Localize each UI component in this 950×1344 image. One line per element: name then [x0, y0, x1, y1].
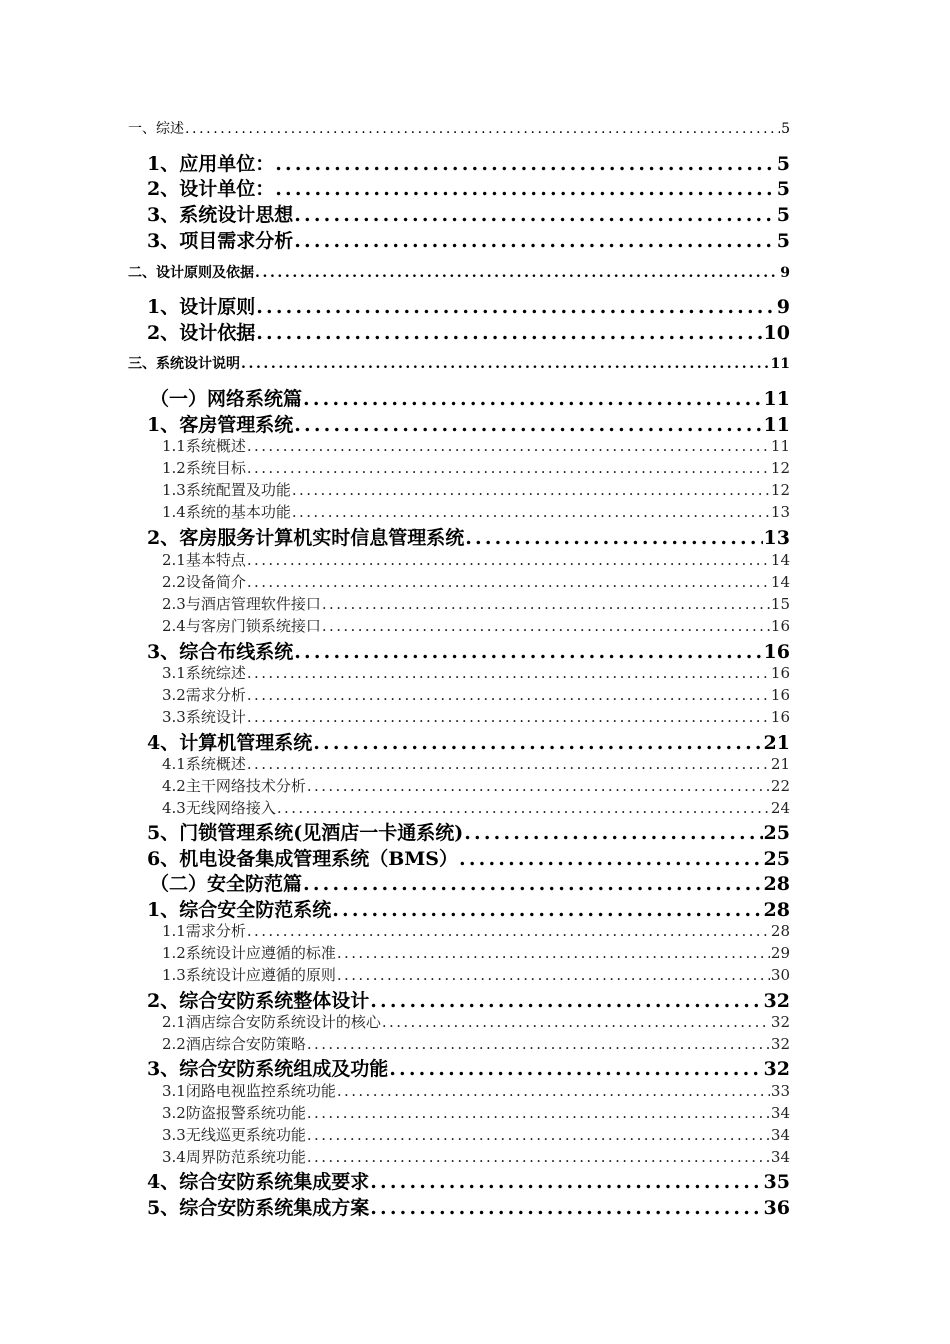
toc-entry[interactable]	[147, 1167, 790, 1194]
toc-entry-page: 32	[770, 1013, 790, 1031]
dot-leader	[247, 708, 770, 726]
toc-entry[interactable]	[147, 986, 790, 1013]
toc-entry[interactable]	[162, 797, 790, 818]
toc-entry[interactable]	[147, 844, 790, 871]
dot-leader	[247, 573, 770, 591]
toc-entry[interactable]	[147, 1054, 790, 1081]
toc-entry[interactable]	[147, 200, 790, 227]
toc-entry-title: 1.2系统设计应遵循的标准	[162, 944, 336, 962]
toc-entry-title: 4.2主干网络技术分析	[162, 777, 306, 795]
toc-entry-page: 10	[763, 322, 790, 344]
toc-entry-page: 25	[763, 848, 790, 870]
toc-entry-title: 1、客房管理系统	[147, 414, 294, 436]
toc-entry[interactable]	[162, 479, 790, 500]
toc-entry[interactable]	[147, 728, 790, 755]
toc-entry[interactable]	[162, 1102, 790, 1123]
toc-entry[interactable]	[128, 353, 790, 373]
toc-entry-page: 15	[770, 595, 790, 613]
dot-leader	[464, 822, 762, 844]
toc-entry[interactable]	[150, 869, 790, 896]
dot-leader	[294, 414, 762, 436]
toc-entry[interactable]	[162, 435, 790, 456]
toc-entry-title: 1.2系统目标	[162, 459, 246, 477]
dot-leader	[307, 1104, 770, 1122]
toc-entry-page: 5	[781, 121, 790, 137]
dot-leader	[303, 873, 763, 895]
toc-entry-page: 29	[770, 944, 790, 962]
toc-entry-page: 16	[770, 664, 790, 682]
toc-entry-title: 1、综合安全防范系统	[147, 899, 332, 921]
dot-leader	[294, 230, 776, 252]
dot-leader	[185, 121, 780, 137]
toc-entry-page: 24	[770, 799, 790, 817]
toc-entry[interactable]	[147, 226, 790, 253]
dot-leader	[337, 1082, 770, 1100]
toc-entry-page: 33	[770, 1082, 790, 1100]
toc-entry[interactable]	[162, 1080, 790, 1101]
dot-leader	[247, 437, 770, 455]
toc-entry-title: 3.3系统设计	[162, 708, 246, 726]
toc-entry-page: 13	[770, 503, 790, 521]
toc-entry-title: 3.1闭路电视监控系统功能	[162, 1082, 336, 1100]
toc-entry-title: 2.3与酒店管理软件接口	[162, 595, 321, 613]
toc-entry-page: 11	[763, 414, 790, 436]
toc-entry-title: 2、设计单位：	[147, 178, 275, 200]
toc-entry-page: 11	[770, 437, 790, 455]
toc-entry[interactable]	[162, 706, 790, 727]
dot-leader	[332, 899, 762, 921]
toc-entry-title: 3.1系统综述	[162, 664, 246, 682]
dot-leader	[292, 481, 770, 499]
toc-entry[interactable]	[147, 1193, 790, 1220]
toc-entry-title: 3、综合布线系统	[147, 641, 294, 663]
toc-entry-title: 2、客房服务计算机实时信息管理系统	[147, 527, 465, 549]
toc-entry-page: 5	[776, 153, 790, 175]
dot-leader	[303, 388, 763, 410]
toc-entry-page: 12	[770, 481, 790, 499]
toc-entry[interactable]	[147, 292, 790, 319]
toc-entry-title: 3.2防盗报警系统功能	[162, 1104, 306, 1122]
dot-leader	[389, 1058, 762, 1080]
toc-entry-title: 1.1系统概述	[162, 437, 246, 455]
dot-leader	[241, 356, 770, 372]
toc-entry-page: 16	[770, 617, 790, 635]
toc-entry[interactable]	[162, 457, 790, 478]
toc-entry[interactable]	[128, 262, 790, 282]
dot-leader	[275, 153, 776, 175]
dot-leader	[307, 1148, 770, 1166]
toc-entry-page: 21	[770, 755, 790, 773]
dot-leader	[322, 617, 770, 635]
toc-entry-page: 11	[763, 388, 790, 410]
dot-leader	[277, 799, 770, 817]
toc-entry-page: 36	[763, 1197, 790, 1219]
toc-entry[interactable]	[162, 662, 790, 683]
dot-leader	[337, 966, 770, 984]
dot-leader	[307, 1035, 770, 1053]
toc-entry[interactable]	[147, 149, 790, 176]
toc-entry-title: 3、综合安防系统组成及功能	[147, 1058, 389, 1080]
toc-entry-page: 13	[763, 527, 790, 549]
toc-entry-page: 32	[763, 990, 790, 1012]
toc-entry-page: 21	[763, 732, 790, 754]
toc-entry-page: 16	[770, 686, 790, 704]
toc-entry-title: 1、设计原则	[147, 296, 256, 318]
toc-entry-title: 4.1系统概述	[162, 755, 246, 773]
toc-entry-title: 1.1需求分析	[162, 922, 246, 940]
toc-entry-title: 4.3无线网络接入	[162, 799, 276, 817]
toc-entry-title: 2.4与客房门锁系统接口	[162, 617, 321, 635]
toc-entry-page: 22	[770, 777, 790, 795]
toc-entry-page: 25	[763, 822, 790, 844]
toc-entry[interactable]	[162, 684, 790, 705]
toc-entry[interactable]	[147, 818, 790, 845]
toc-entry-title: 1.4系统的基本功能	[162, 503, 291, 521]
toc-entry-title: 1、应用单位：	[147, 153, 275, 175]
toc-entry[interactable]	[128, 118, 790, 138]
toc-entry-page: 16	[770, 708, 790, 726]
dot-leader	[294, 204, 776, 226]
toc-entry-page: 5	[776, 204, 790, 226]
dot-leader	[459, 848, 763, 870]
toc-entry-title: 4、综合安防系统集成要求	[147, 1171, 370, 1193]
dot-leader	[370, 1197, 762, 1219]
toc-entry-page: 28	[763, 899, 790, 921]
toc-entry-title: 5、门锁管理系统(见酒店一卡通系统)	[147, 822, 464, 844]
dot-leader	[292, 503, 770, 521]
toc-entry-title: 2.2酒店综合安防策略	[162, 1035, 306, 1053]
toc-entry-title: 3.4周界防范系统功能	[162, 1148, 306, 1166]
toc-entry-page: 5	[776, 178, 790, 200]
toc-entry[interactable]	[162, 920, 790, 941]
toc-entry[interactable]	[162, 1146, 790, 1167]
toc-entry-title: 5、综合安防系统集成方案	[147, 1197, 370, 1219]
toc-entry-page: 34	[770, 1104, 790, 1122]
toc-entry-page: 16	[763, 641, 790, 663]
dot-leader	[256, 322, 762, 344]
toc-entry-title: 1.3系统配置及功能	[162, 481, 291, 499]
dot-leader	[307, 777, 770, 795]
toc-entry[interactable]	[162, 593, 790, 614]
toc-entry-title: 2.1基本特点	[162, 551, 246, 569]
toc-entry-page: 32	[763, 1058, 790, 1080]
toc-entry-title: 2.1酒店综合安防系统设计的核心	[162, 1013, 381, 1031]
toc-entry[interactable]	[162, 1033, 790, 1054]
toc-entry-page: 30	[770, 966, 790, 984]
dot-leader	[307, 1126, 770, 1144]
toc-entry-title: 3、系统设计思想	[147, 204, 294, 226]
dot-leader	[322, 595, 770, 613]
dot-leader	[370, 990, 762, 1012]
toc-entry[interactable]	[162, 1124, 790, 1145]
toc-entry[interactable]	[147, 637, 790, 664]
toc-entry-title: 一、综述	[128, 121, 184, 137]
toc-entry[interactable]	[162, 571, 790, 592]
dot-leader	[382, 1013, 770, 1031]
toc-entry-page: 14	[770, 551, 790, 569]
toc-entry-title: 3.2需求分析	[162, 686, 246, 704]
toc-entry-title: 2、综合安防系统整体设计	[147, 990, 370, 1012]
toc-entry-title: 3.3无线巡更系统功能	[162, 1126, 306, 1144]
toc-entry[interactable]	[162, 964, 790, 985]
dot-leader	[256, 296, 776, 318]
toc-entry-title: 三、系统设计说明	[128, 356, 240, 372]
dot-leader	[247, 551, 770, 569]
dot-leader	[247, 459, 770, 477]
toc-entry-page: 9	[780, 265, 790, 281]
toc-entry-title: 2.2设备简介	[162, 573, 246, 591]
toc-entry[interactable]	[162, 501, 790, 522]
dot-leader	[247, 755, 770, 773]
toc-entry[interactable]	[162, 753, 790, 774]
toc-entry[interactable]	[147, 318, 790, 345]
toc-entry-page: 28	[770, 922, 790, 940]
toc-entry[interactable]	[147, 174, 790, 201]
toc-entry-page: 14	[770, 573, 790, 591]
toc-entry-title: （二）安全防范篇	[150, 873, 303, 895]
dot-leader	[337, 944, 770, 962]
dot-leader	[370, 1171, 762, 1193]
toc-entry-page: 9	[776, 296, 790, 318]
dot-leader	[247, 686, 770, 704]
dot-leader	[255, 265, 779, 281]
dot-leader	[313, 732, 762, 754]
toc-entry-page: 34	[770, 1148, 790, 1166]
toc-entry-title: 1.3系统设计应遵循的原则	[162, 966, 336, 984]
toc-entry-title: 6、机电设备集成管理系统（BMS）	[147, 848, 459, 870]
toc-entry[interactable]	[150, 384, 790, 411]
toc-entry-page: 28	[763, 873, 790, 895]
toc-entry[interactable]	[162, 549, 790, 570]
toc-entry-title: （一）网络系统篇	[150, 388, 303, 410]
toc-entry[interactable]	[162, 615, 790, 636]
toc-entry[interactable]	[147, 895, 790, 922]
toc-entry-title: 2、设计依据	[147, 322, 256, 344]
toc-entry-title: 4、计算机管理系统	[147, 732, 313, 754]
toc-entry[interactable]	[147, 523, 790, 550]
toc-entry-page: 35	[763, 1171, 790, 1193]
toc-entry[interactable]	[162, 942, 790, 963]
toc-entry[interactable]	[162, 1011, 790, 1032]
toc-entry-page: 11	[770, 356, 790, 372]
dot-leader	[247, 922, 770, 940]
toc-entry-page: 34	[770, 1126, 790, 1144]
toc-entry-page: 5	[776, 230, 790, 252]
dot-leader	[294, 641, 762, 663]
dot-leader	[465, 527, 762, 549]
dot-leader	[275, 178, 776, 200]
toc-entry-title: 3、项目需求分析	[147, 230, 294, 252]
toc-entry-page: 12	[770, 459, 790, 477]
toc-entry[interactable]	[162, 775, 790, 796]
toc-entry-page: 32	[770, 1035, 790, 1053]
toc-entry[interactable]	[147, 410, 790, 437]
toc-entry-title: 二、设计原则及依据	[128, 265, 254, 281]
dot-leader	[247, 664, 770, 682]
